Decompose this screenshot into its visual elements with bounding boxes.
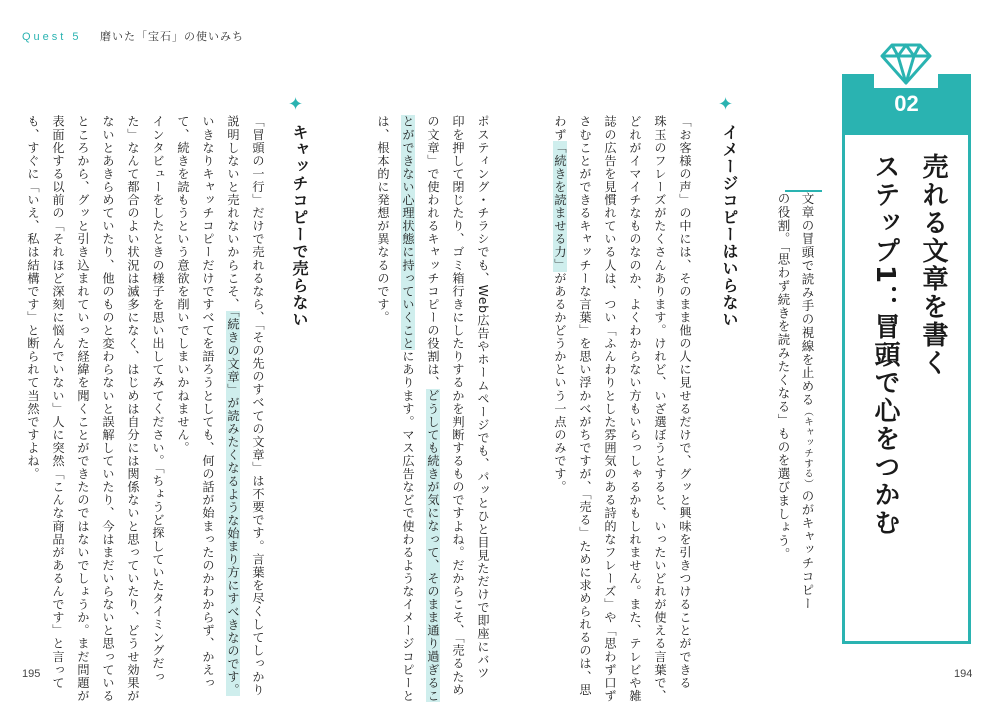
paragraph-line: の文章」で使われるキャッチコピーの役割は、どうしても続きが気になって、そのまま通り過ぎるこ [426,115,440,703]
chapter-title: 磨いた「宝石」の使いみち [100,30,245,43]
paragraph-line: 「お客様の声」の中には、そのまま他の人に見せるだけで、グッと興味を引きつけることができる [678,115,692,690]
diamond-icon [874,40,938,88]
title-line-1: 売れる文章を書く [918,153,948,377]
title-line-2: ステップ1：冒頭で心をつかむ [870,153,900,538]
lead-line-1: 文章の冒頭で読み手の視線を止める（キャッチする）のがキャッチコピー [800,192,815,611]
section-title-box [842,74,971,644]
paragraph-line: 珠玉のフレーズがたくさんあります。けれど、いざ選ぼうとすると、いったいどれが使える言葉で、 [653,115,667,703]
paragraph-line: インタビューをしたときの様子を思い出してみてください。「ちょうど探していたタイミングだっ [151,115,165,684]
paragraph-line: とができない心理状態に持っていくことにあります。マス広告などで使わるようなイメージコピーと [401,115,415,703]
paragraph-line: 誌の広告を見慣れている人は、つい「ふんわりとした雰囲気のある詩的なフレーズ」や「思わず口ず [603,115,617,703]
paragraph-line: も、すぐに「いえ、私は結構です」と断られて当然ですよね。 [26,115,40,481]
paragraph-line: わず「続きを読ませる力」があるかどうかという一点のみです。 [553,115,567,494]
paragraph-line: ところから、グッと引き込まれていった経緯を聞くことができたのではないでしょうか。まだ問題が [76,115,90,703]
paragraph-line: 説明しないと売れないからこそ、「続きの文章」が読みたくなるような始まり方にすべきなのです。 [226,115,240,697]
section-heading-1: イメージコピーはいらない [720,124,739,328]
paragraph-line: て、続きを読もうという意欲を削いでしまいかねません。 [176,115,190,455]
running-header [22,28,244,44]
paragraph-line: 表面化する以前の「それほど深刻に悩んでいない」人に突然「こんな商品があるんです」と言って [51,115,65,690]
paragraph-line: 印を押して閉じたり、ゴミ箱行きにしたりするかを判断するものですよね。だからこそ、「売るため [451,115,465,697]
paragraph-line: 「冒頭の一行」だけで売れるなら、「その先のすべての文章」は不要です。言葉を尽くしてしっかり [251,115,265,697]
paragraph-line: どれがイマイチなものなのか、よくわからない方もいらっしゃるかもしれません。また、テレビや雑 [628,115,642,703]
paragraph-line: ポスティング・チラシでも、Web広告やホームページでも、パッとひと目見ただけで即座にバツ [476,115,490,680]
paragraph-line: ないとあきらめていたり、他のものと変わらないと誤解していたり、今はまだいらないと思っている [101,115,115,703]
section-heading-2: キャッチコピーで売らない [290,124,309,328]
paragraph-line: た」なんて都合のよい状況は滅多になく、はじめは自分には関係ないと思っていたり、どうせ効果が [126,115,140,703]
sparkle-icon: ✦ [718,94,734,115]
page-number-right: 194 [954,668,973,680]
paragraph-line: さむことができるキャッチーな言葉」を思い浮かべがちですが、「売る」ために求められるのは、思 [578,115,592,697]
lead-line-2: の役割。「思わず続きを読みたくなる」ものを選びましょう。 [776,192,791,561]
sparkle-icon: ✦ [288,94,304,115]
quest-label: Quest 5 [22,31,82,43]
paragraph-line: は、根本的に発想が異なるのです。 [376,115,390,324]
page-number-left: 195 [22,668,41,680]
paragraph-line: いきなりキャッチコピーだけですべてを語ろうとしても、何の話が始まったのかわからず、かえっ [201,115,215,690]
section-number: 02 [894,91,919,116]
